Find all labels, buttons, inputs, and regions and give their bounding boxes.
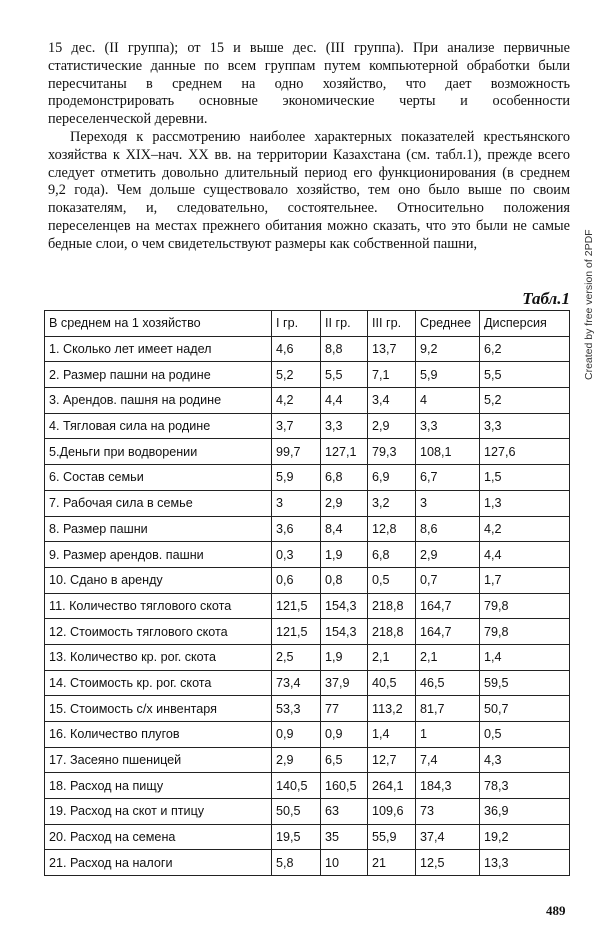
value-cell: 9,2 [416,336,480,362]
value-cell: 1,3 [480,490,570,516]
table-row [45,696,570,722]
value-cell: 79,8 [480,619,570,645]
value-cell: 3,6 [272,516,321,542]
value-cell: 3,3 [321,413,368,439]
value-cell: 4,2 [272,388,321,414]
value-cell: 1,9 [321,644,368,670]
value-cell: 81,7 [416,696,480,722]
value-cell: 5,9 [416,362,480,388]
value-cell: 108,1 [416,439,480,465]
value-cell: 46,5 [416,670,480,696]
table-row [45,644,570,670]
value-cell: 4,2 [480,516,570,542]
table-row [45,567,570,593]
table-row [45,670,570,696]
page-number: 489 [546,903,566,918]
value-cell: 99,7 [272,439,321,465]
value-cell: 36,9 [480,799,570,825]
value-cell: 19,5 [272,824,321,850]
row-label-cell: 13. Количество кр. рог. скота [45,644,272,670]
value-cell: 3,7 [272,413,321,439]
table-header-row [45,311,570,337]
value-cell: 5,8 [272,850,321,876]
value-cell: 154,3 [321,619,368,645]
table-row [45,799,570,825]
row-label-cell: 14. Стоимость кр. рог. скота [45,670,272,696]
value-cell: 0,3 [272,542,321,568]
row-label-cell: 5.Деньги при водворении [45,439,272,465]
value-cell: 40,5 [368,670,416,696]
value-cell: 164,7 [416,619,480,645]
value-cell: 4 [416,388,480,414]
value-cell: 4,4 [480,542,570,568]
value-cell: 1,7 [480,567,570,593]
row-label-cell: 21. Расход на налоги [45,850,272,876]
row-label-cell: 1. Сколько лет имеет надел [45,336,272,362]
table-row [45,773,570,799]
column-header: III гр. [368,311,416,337]
table-row [45,362,570,388]
row-label-cell: 2. Размер пашни на родине [45,362,272,388]
value-cell: 35 [321,824,368,850]
value-cell: 3,4 [368,388,416,414]
table-row [45,542,570,568]
value-cell: 3,3 [416,413,480,439]
value-cell: 2,1 [416,644,480,670]
value-cell: 6,5 [321,747,368,773]
value-cell: 13,7 [368,336,416,362]
row-label-cell: 20. Расход на семена [45,824,272,850]
value-cell: 12,5 [416,850,480,876]
value-cell: 4,6 [272,336,321,362]
value-cell: 218,8 [368,593,416,619]
column-header: I гр. [272,311,321,337]
value-cell: 19,2 [480,824,570,850]
value-cell: 5,5 [321,362,368,388]
row-label-cell: 8. Размер пашни [45,516,272,542]
table-row [45,465,570,491]
value-cell: 113,2 [368,696,416,722]
table-row [45,439,570,465]
value-cell: 3,2 [368,490,416,516]
value-cell: 6,9 [368,465,416,491]
table-row [45,490,570,516]
table-row [45,413,570,439]
value-cell: 12,8 [368,516,416,542]
value-cell: 0,7 [416,567,480,593]
value-cell: 21 [368,850,416,876]
table-row [45,593,570,619]
value-cell: 121,5 [272,619,321,645]
table-row [45,824,570,850]
column-header: В среднем на 1 хозяйство [45,311,272,337]
row-label-cell: 9. Размер арендов. пашни [45,542,272,568]
value-cell: 154,3 [321,593,368,619]
value-cell: 4,4 [321,388,368,414]
table-caption: Табл.1 [522,289,570,308]
value-cell: 2,9 [272,747,321,773]
value-cell: 218,8 [368,619,416,645]
value-cell: 37,9 [321,670,368,696]
value-cell: 5,2 [480,388,570,414]
column-header: II гр. [321,311,368,337]
row-label-cell: 18. Расход на пищу [45,773,272,799]
value-cell: 6,7 [416,465,480,491]
value-cell: 3,3 [480,413,570,439]
column-header: Среднее [416,311,480,337]
value-cell: 109,6 [368,799,416,825]
row-label-cell: 7. Рабочая сила в семье [45,490,272,516]
table-row [45,388,570,414]
value-cell: 127,6 [480,439,570,465]
value-cell: 59,5 [480,670,570,696]
value-cell: 78,3 [480,773,570,799]
value-cell: 2,5 [272,644,321,670]
value-cell: 77 [321,696,368,722]
row-label-cell: 12. Стоимость тяглового скота [45,619,272,645]
paragraph-2: Переходя к рассмотрению наиболее характерных показателей крестьянского хозяйства к XIX–нач. XX вв. на территории Казахстана (см. табл.1), прежде всего следует отметить довольно длительный период его функционирования (в среднем 9,2 года). Чем дольше существовало хозяйство, тем оно было выше по своим показателям, и, следовательно, состоятельнее. Относительно положения переселенцев на местах прежнего обитания можно сказать, что это были не самые бедные слои, о чем свидетельствуют размеры как собственной пашни, [48,128,570,252]
row-label-cell: 10. Сдано в аренду [45,567,272,593]
table-row [45,850,570,876]
table-row [45,516,570,542]
value-cell: 0,9 [321,722,368,748]
value-cell: 8,8 [321,336,368,362]
value-cell: 7,4 [416,747,480,773]
table-row [45,747,570,773]
value-cell: 10 [321,850,368,876]
value-cell: 73,4 [272,670,321,696]
paragraph-1: 15 дес. (II группа); от 15 и выше дес. (III группа). При анализе первичные статистические данные по всем группам путем компьютерной обработки были пересчитаны в среднем на одно хозяйство, что дает возможность продемонстрировать основные экономические черты и особенности переселенческой деревни. [48,40,570,128]
body-text [48,40,570,254]
row-label-cell: 15. Стоимость с/х инвентаря [45,696,272,722]
value-cell: 121,5 [272,593,321,619]
value-cell: 5,5 [480,362,570,388]
value-cell: 1,4 [368,722,416,748]
side-watermark [583,229,600,400]
value-cell: 140,5 [272,773,321,799]
value-cell: 164,7 [416,593,480,619]
row-label-cell: 19. Расход на скот и птицу [45,799,272,825]
row-label-cell: 3. Арендов. пашня на родине [45,388,272,414]
value-cell: 4,3 [480,747,570,773]
value-cell: 1,4 [480,644,570,670]
row-label-cell: 17. Засеяно пшеницей [45,747,272,773]
value-cell: 6,2 [480,336,570,362]
value-cell: 0,5 [480,722,570,748]
value-cell: 63 [321,799,368,825]
value-cell: 127,1 [321,439,368,465]
value-cell: 3 [272,490,321,516]
value-cell: 2,9 [368,413,416,439]
value-cell: 8,6 [416,516,480,542]
table-row [45,619,570,645]
value-cell: 2,1 [368,644,416,670]
value-cell: 264,1 [368,773,416,799]
statistics-table [44,310,570,876]
value-cell: 53,3 [272,696,321,722]
value-cell: 7,1 [368,362,416,388]
table-body [45,336,570,875]
value-cell: 37,4 [416,824,480,850]
value-cell: 79,8 [480,593,570,619]
value-cell: 55,9 [368,824,416,850]
row-label-cell: 16. Количество плугов [45,722,272,748]
table-row [45,336,570,362]
value-cell: 6,8 [321,465,368,491]
value-cell: 1,9 [321,542,368,568]
value-cell: 2,9 [416,542,480,568]
column-header: Дисперсия [480,311,570,337]
value-cell: 50,5 [272,799,321,825]
value-cell: 1 [416,722,480,748]
value-cell: 184,3 [416,773,480,799]
value-cell: 0,6 [272,567,321,593]
value-cell: 160,5 [321,773,368,799]
value-cell: 0,9 [272,722,321,748]
value-cell: 5,2 [272,362,321,388]
value-cell: 3 [416,490,480,516]
value-cell: 0,8 [321,567,368,593]
value-cell: 6,8 [368,542,416,568]
value-cell: 5,9 [272,465,321,491]
watermark-text: Created by free version of 2PDF [583,229,595,380]
value-cell: 8,4 [321,516,368,542]
table-row [45,722,570,748]
row-label-cell: 6. Состав семьи [45,465,272,491]
row-label-cell: 11. Количество тяглового скота [45,593,272,619]
value-cell: 0,5 [368,567,416,593]
value-cell: 73 [416,799,480,825]
value-cell: 13,3 [480,850,570,876]
value-cell: 50,7 [480,696,570,722]
value-cell: 2,9 [321,490,368,516]
row-label-cell: 4. Тягловая сила на родине [45,413,272,439]
value-cell: 79,3 [368,439,416,465]
value-cell: 1,5 [480,465,570,491]
value-cell: 12,7 [368,747,416,773]
